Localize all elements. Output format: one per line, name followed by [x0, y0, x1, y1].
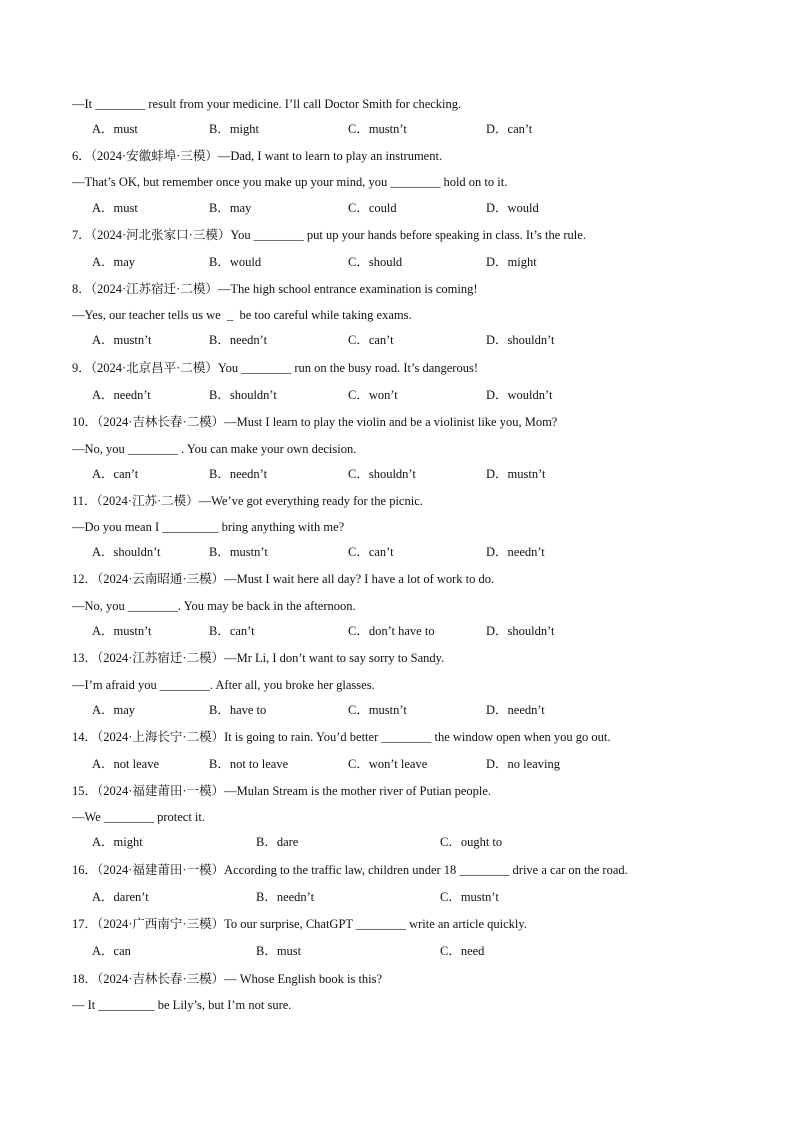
answer-option[interactable]: B．needn’t	[256, 890, 315, 904]
answer-option[interactable]: C．need	[440, 944, 485, 958]
answer-option[interactable]: A．mustn’t	[92, 624, 152, 638]
answer-options	[0, 254, 794, 270]
answer-option[interactable]: C．ought to	[440, 835, 503, 849]
answer-options	[0, 623, 794, 639]
question-line: —We ________ protect it.	[72, 810, 205, 824]
answer-option[interactable]: B．shouldn’t	[209, 388, 277, 402]
question-line: —I’m afraid you ________. After all, you broke her glasses.	[72, 678, 375, 692]
question-line: 16．（2024·福建莆田·一模）According to the traffic law, children under 18 ________ drive a car on the road.	[72, 863, 628, 877]
answer-option[interactable]: C．mustn’t	[440, 890, 499, 904]
answer-option[interactable]: D．might	[486, 255, 537, 269]
answer-option[interactable]: B．must	[256, 944, 302, 958]
answer-option[interactable]: B．not to leave	[209, 757, 289, 771]
answer-options	[0, 466, 794, 482]
answer-options	[0, 756, 794, 772]
answer-option[interactable]: A．can	[92, 944, 131, 958]
answer-option[interactable]: A．needn’t	[92, 388, 151, 402]
question-line: 7．（2024·河北张家口·三模）You ________ put up your hands before speaking in class. It’s the rule.	[72, 228, 586, 242]
answer-option[interactable]: C．don’t have to	[348, 624, 435, 638]
question-line: —It ________ result from your medicine. I’ll call Doctor Smith for checking.	[72, 97, 462, 111]
answer-option[interactable]: C．could	[348, 201, 397, 215]
answer-options	[0, 332, 794, 348]
answer-option[interactable]: A．not leave	[92, 757, 159, 771]
answer-option[interactable]: D．can’t	[486, 122, 533, 136]
question-line: — It _________ be Lily’s, but I’m not sure.	[72, 998, 292, 1012]
question-line: 10．（2024·吉林长春·二模）—Must I learn to play the violin and be a violinist like you, Mom?	[72, 415, 558, 429]
answer-option[interactable]: A．can’t	[92, 467, 139, 481]
answer-option[interactable]: D．needn’t	[486, 545, 545, 559]
question-line: —No, you ________ . You can make your own decision.	[72, 442, 357, 456]
answer-option[interactable]: D．would	[486, 201, 539, 215]
question-line: —Yes, our teacher tells us we _ be too careful while taking exams.	[72, 308, 412, 322]
answer-option[interactable]: A．daren’t	[92, 890, 149, 904]
question-line: 18．（2024·吉林长春·三模）— Whose English book is this?	[72, 972, 383, 986]
question-line: 8．（2024·江苏宿迁·二模）—The high school entrance examination is coming!	[72, 282, 478, 296]
answer-option[interactable]: D．mustn’t	[486, 467, 546, 481]
answer-option[interactable]: B．might	[209, 122, 260, 136]
question-line: 6．（2024·安徽蚌埠·三模）—Dad, I want to learn to play an instrument.	[72, 149, 443, 163]
answer-option[interactable]: A．must	[92, 122, 138, 136]
answer-option[interactable]: C．won’t leave	[348, 757, 428, 771]
answer-option[interactable]: D．shouldn’t	[486, 624, 555, 638]
answer-options	[0, 834, 794, 850]
answer-option[interactable]: A．may	[92, 703, 136, 717]
answer-option[interactable]: B．needn’t	[209, 333, 268, 347]
answer-options	[0, 943, 794, 959]
answer-option[interactable]: B．dare	[256, 835, 299, 849]
answer-option[interactable]: C．can’t	[348, 545, 394, 559]
question-line: 13．（2024·江苏宿迁·二模）—Mr Li, I don’t want to say sorry to Sandy.	[72, 651, 445, 665]
answer-option[interactable]: D．needn’t	[486, 703, 545, 717]
answer-option[interactable]: C．should	[348, 255, 403, 269]
answer-options	[0, 889, 794, 905]
answer-option[interactable]: C．mustn’t	[348, 122, 407, 136]
answer-option[interactable]: B．needn’t	[209, 467, 268, 481]
answer-option[interactable]: B．can’t	[209, 624, 255, 638]
question-line: 15．（2024·福建莆田·一模）—Mulan Stream is the mother river of Putian people.	[72, 784, 492, 798]
question-line: —No, you ________. You may be back in the afternoon.	[72, 599, 356, 613]
question-line: —Do you mean I _________ bring anything with me?	[72, 520, 345, 534]
question-line: —That’s OK, but remember once you make up your mind, you ________ hold on to it.	[72, 175, 508, 189]
answer-option[interactable]: A．mustn’t	[92, 333, 152, 347]
answer-option[interactable]: A．must	[92, 201, 138, 215]
answer-option[interactable]: B．may	[209, 201, 252, 215]
question-line: 17．（2024·广西南宁·三模）To our surprise, ChatGPT ________ write an article quickly.	[72, 917, 527, 931]
question-line: 9．（2024·北京昌平·二模）You ________ run on the busy road. It’s dangerous!	[72, 361, 478, 375]
answer-option[interactable]: D．no leaving	[486, 757, 560, 771]
answer-option[interactable]: D．shouldn’t	[486, 333, 555, 347]
answer-options	[0, 387, 794, 403]
answer-option[interactable]: A．might	[92, 835, 143, 849]
answer-options	[0, 544, 794, 560]
answer-options	[0, 702, 794, 718]
answer-options	[0, 200, 794, 216]
answer-option[interactable]: C．can’t	[348, 333, 394, 347]
question-line: 12．（2024·云南昭通·三模）—Must I wait here all day? I have a lot of work to do.	[72, 572, 495, 586]
answer-options	[0, 121, 794, 137]
answer-option[interactable]: B．have to	[209, 703, 267, 717]
answer-option[interactable]: B．mustn’t	[209, 545, 268, 559]
answer-option[interactable]: D．wouldn’t	[486, 388, 553, 402]
answer-option[interactable]: C．mustn’t	[348, 703, 407, 717]
question-line: 11．（2024·江苏·二模）—We’ve got everything ready for the picnic.	[72, 494, 423, 508]
question-line: 14．（2024·上海长宁·二模）It is going to rain. You’d better ________ the window open when you go out.	[72, 730, 611, 744]
answer-option[interactable]: C．won’t	[348, 388, 398, 402]
answer-option[interactable]: C．shouldn’t	[348, 467, 416, 481]
answer-option[interactable]: A．shouldn’t	[92, 545, 161, 559]
answer-option[interactable]: A．may	[92, 255, 136, 269]
answer-option[interactable]: B．would	[209, 255, 262, 269]
